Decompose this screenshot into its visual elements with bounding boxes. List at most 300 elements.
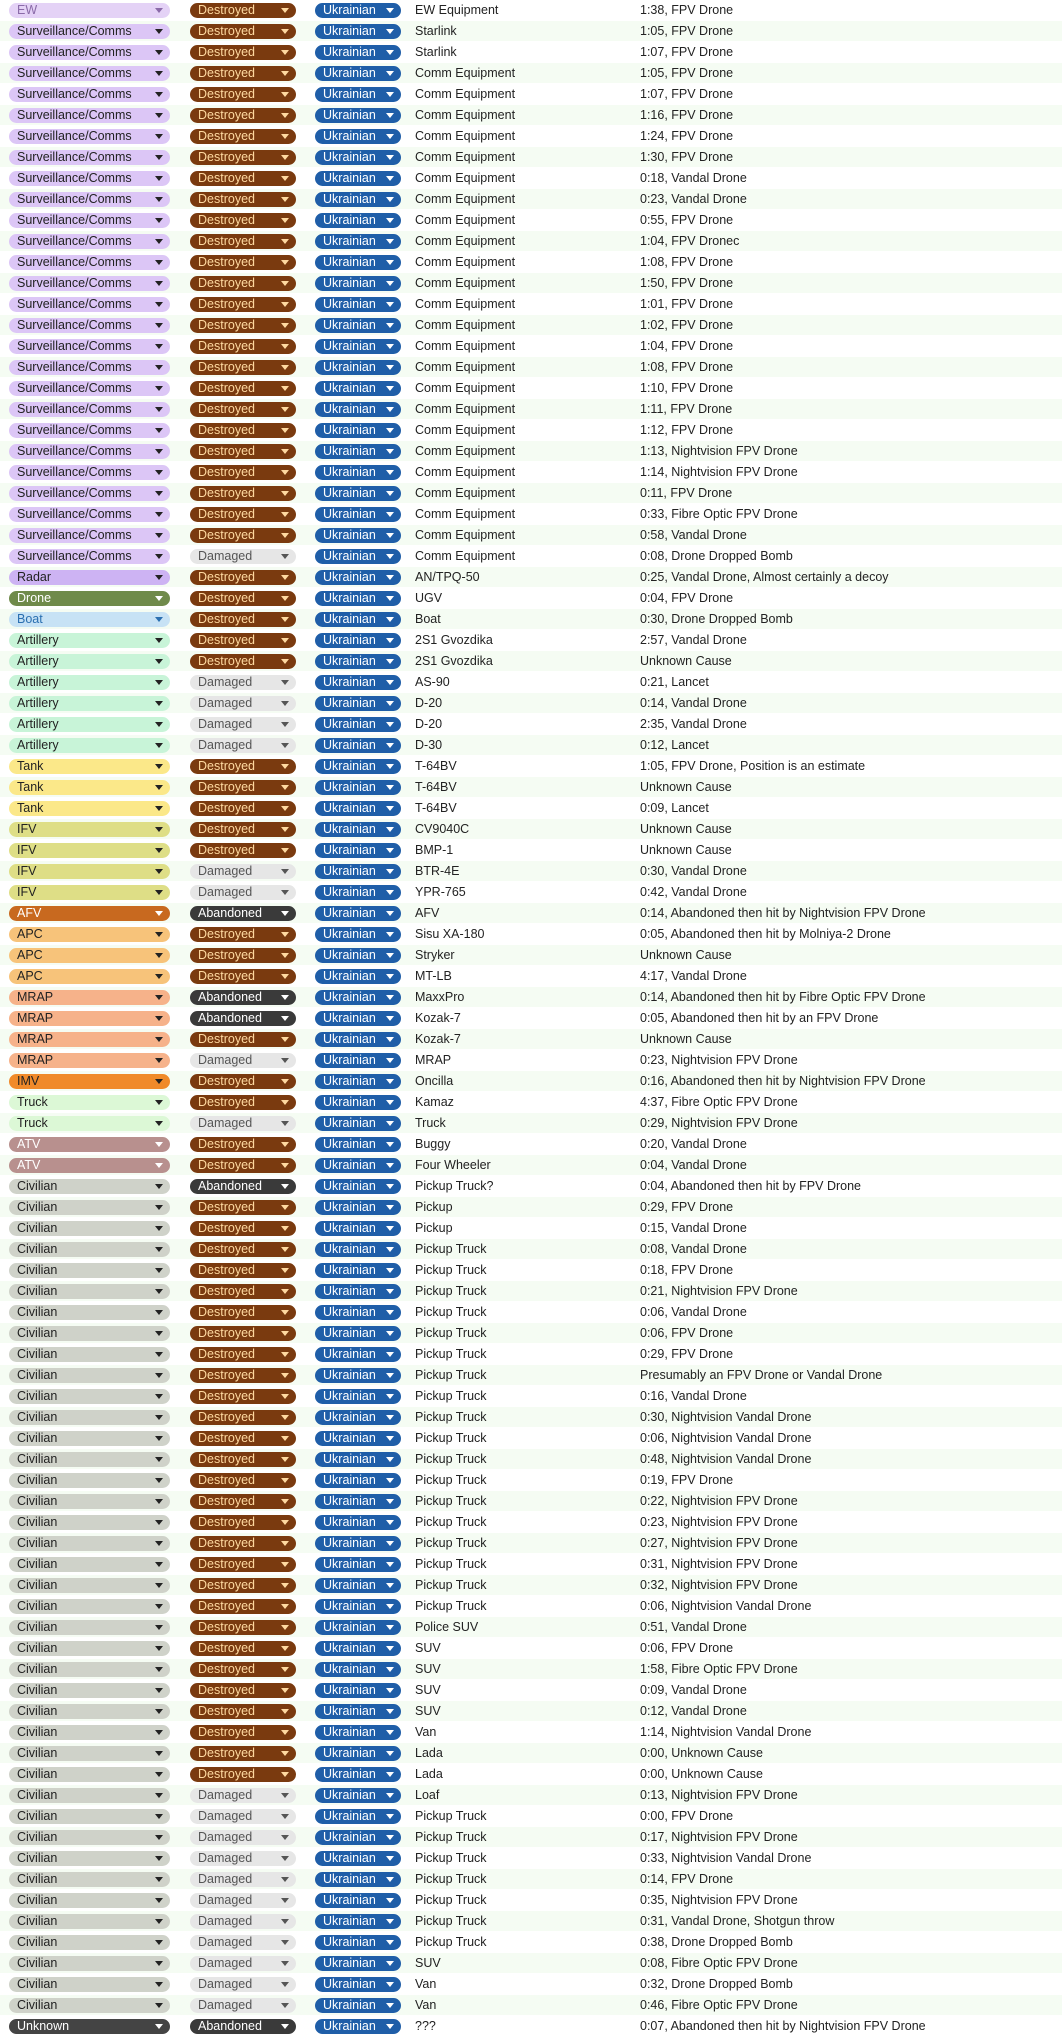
side-dropdown[interactable] xyxy=(315,1368,401,1383)
side-dropdown[interactable] xyxy=(315,549,401,564)
status-dropdown[interactable] xyxy=(190,507,296,522)
side-dropdown[interactable] xyxy=(315,24,401,39)
status-dropdown[interactable] xyxy=(190,423,296,438)
side-dropdown[interactable] xyxy=(315,1914,401,1929)
status-dropdown[interactable] xyxy=(190,591,296,606)
side-dropdown[interactable] xyxy=(315,990,401,1005)
type-dropdown[interactable] xyxy=(9,150,170,165)
type-dropdown[interactable] xyxy=(9,549,170,564)
status-dropdown[interactable] xyxy=(190,171,296,186)
chevron-down-icon xyxy=(281,1079,289,1084)
type-dropdown[interactable] xyxy=(9,1746,170,1761)
side-dropdown-label: Ukrainian xyxy=(323,1136,376,1151)
status-dropdown[interactable] xyxy=(190,129,296,144)
status-dropdown[interactable] xyxy=(190,612,296,627)
type-dropdown[interactable] xyxy=(9,1158,170,1173)
status-dropdown[interactable] xyxy=(190,1431,296,1446)
side-dropdown[interactable] xyxy=(315,1578,401,1593)
side-dropdown[interactable] xyxy=(315,2019,401,2034)
type-dropdown[interactable] xyxy=(9,1452,170,1467)
side-dropdown[interactable] xyxy=(315,1431,401,1446)
status-dropdown[interactable] xyxy=(190,318,296,333)
type-dropdown[interactable] xyxy=(9,1410,170,1425)
side-dropdown[interactable] xyxy=(315,1977,401,1992)
side-dropdown[interactable] xyxy=(315,1620,401,1635)
side-dropdown[interactable] xyxy=(315,1788,401,1803)
status-dropdown[interactable] xyxy=(190,1284,296,1299)
side-dropdown[interactable] xyxy=(315,1158,401,1173)
status-dropdown[interactable] xyxy=(190,738,296,753)
side-dropdown[interactable] xyxy=(315,129,401,144)
side-dropdown[interactable] xyxy=(315,507,401,522)
status-dropdown[interactable] xyxy=(190,633,296,648)
type-dropdown[interactable] xyxy=(9,276,170,291)
type-dropdown[interactable] xyxy=(9,1662,170,1677)
type-dropdown[interactable] xyxy=(9,948,170,963)
side-dropdown[interactable] xyxy=(315,1242,401,1257)
side-dropdown[interactable] xyxy=(315,402,401,417)
status-dropdown[interactable] xyxy=(190,1557,296,1572)
status-dropdown[interactable] xyxy=(190,654,296,669)
type-dropdown[interactable] xyxy=(9,1221,170,1236)
status-dropdown[interactable] xyxy=(190,549,296,564)
status-dropdown[interactable] xyxy=(190,45,296,60)
status-dropdown[interactable] xyxy=(190,1221,296,1236)
type-dropdown[interactable] xyxy=(9,1473,170,1488)
side-dropdown[interactable] xyxy=(315,1662,401,1677)
side-dropdown[interactable] xyxy=(315,1956,401,1971)
type-dropdown[interactable] xyxy=(9,969,170,984)
side-dropdown[interactable] xyxy=(315,759,401,774)
type-dropdown[interactable] xyxy=(9,1053,170,1068)
type-dropdown[interactable] xyxy=(9,2019,170,2034)
type-dropdown[interactable] xyxy=(9,927,170,942)
type-dropdown[interactable] xyxy=(9,570,170,585)
side-dropdown[interactable] xyxy=(315,1935,401,1950)
status-dropdown[interactable] xyxy=(190,255,296,270)
type-dropdown[interactable] xyxy=(9,1809,170,1824)
side-dropdown[interactable] xyxy=(315,1452,401,1467)
type-dropdown[interactable] xyxy=(9,108,170,123)
side-dropdown[interactable] xyxy=(315,1599,401,1614)
side-dropdown[interactable] xyxy=(315,108,401,123)
type-dropdown[interactable] xyxy=(9,633,170,648)
status-dropdown[interactable] xyxy=(190,150,296,165)
side-dropdown[interactable] xyxy=(315,465,401,480)
side-dropdown[interactable] xyxy=(315,822,401,837)
status-dropdown[interactable] xyxy=(190,360,296,375)
side-dropdown[interactable] xyxy=(315,843,401,858)
type-dropdown[interactable] xyxy=(9,171,170,186)
status-dropdown[interactable] xyxy=(190,1305,296,1320)
side-dropdown[interactable] xyxy=(315,885,401,900)
status-dropdown[interactable] xyxy=(190,1662,296,1677)
type-dropdown[interactable] xyxy=(9,1200,170,1215)
type-dropdown[interactable] xyxy=(9,1893,170,1908)
status-dropdown[interactable] xyxy=(190,1893,296,1908)
type-dropdown[interactable] xyxy=(9,3,170,18)
side-dropdown[interactable] xyxy=(315,1746,401,1761)
side-dropdown[interactable] xyxy=(315,1536,401,1551)
type-dropdown[interactable] xyxy=(9,1536,170,1551)
status-dropdown[interactable] xyxy=(190,1389,296,1404)
status-dropdown[interactable] xyxy=(190,444,296,459)
side-dropdown[interactable] xyxy=(315,612,401,627)
status-dropdown[interactable] xyxy=(190,1137,296,1152)
type-dropdown[interactable] xyxy=(9,1557,170,1572)
type-dropdown[interactable] xyxy=(9,1011,170,1026)
side-dropdown[interactable] xyxy=(315,1137,401,1152)
status-dropdown[interactable] xyxy=(190,843,296,858)
side-dropdown[interactable] xyxy=(315,276,401,291)
status-dropdown[interactable] xyxy=(190,402,296,417)
status-dropdown[interactable] xyxy=(190,864,296,879)
status-dropdown[interactable] xyxy=(190,1788,296,1803)
status-dropdown[interactable] xyxy=(190,1032,296,1047)
side-dropdown[interactable] xyxy=(315,1641,401,1656)
side-dropdown[interactable] xyxy=(315,1704,401,1719)
side-dropdown[interactable] xyxy=(315,318,401,333)
type-dropdown[interactable] xyxy=(9,1179,170,1194)
side-dropdown[interactable] xyxy=(315,423,401,438)
type-dropdown[interactable] xyxy=(9,612,170,627)
side-dropdown[interactable] xyxy=(315,1872,401,1887)
side-dropdown[interactable] xyxy=(315,1809,401,1824)
type-dropdown[interactable] xyxy=(9,696,170,711)
type-dropdown[interactable] xyxy=(9,297,170,312)
side-dropdown[interactable] xyxy=(315,45,401,60)
status-dropdown[interactable] xyxy=(190,213,296,228)
status-dropdown[interactable] xyxy=(190,1767,296,1782)
status-dropdown[interactable] xyxy=(190,822,296,837)
side-dropdown[interactable] xyxy=(315,381,401,396)
chevron-down-icon xyxy=(386,1751,394,1756)
status-dropdown[interactable] xyxy=(190,759,296,774)
side-dropdown[interactable] xyxy=(315,738,401,753)
side-dropdown[interactable] xyxy=(315,1179,401,1194)
status-dropdown[interactable] xyxy=(190,780,296,795)
status-dropdown[interactable] xyxy=(190,1704,296,1719)
type-dropdown[interactable] xyxy=(9,1389,170,1404)
type-dropdown[interactable] xyxy=(9,402,170,417)
status-dropdown[interactable] xyxy=(190,1074,296,1089)
type-dropdown[interactable] xyxy=(9,843,170,858)
type-dropdown[interactable] xyxy=(9,1494,170,1509)
status-dropdown[interactable] xyxy=(190,1179,296,1194)
side-dropdown[interactable] xyxy=(315,1767,401,1782)
status-dropdown[interactable] xyxy=(190,717,296,732)
side-dropdown[interactable] xyxy=(315,1053,401,1068)
table-row xyxy=(0,1260,1062,1281)
status-dropdown[interactable] xyxy=(190,906,296,921)
type-dropdown[interactable] xyxy=(9,1326,170,1341)
status-dropdown[interactable] xyxy=(190,2019,296,2034)
side-dropdown[interactable] xyxy=(315,927,401,942)
side-dropdown[interactable] xyxy=(315,654,401,669)
type-dropdown[interactable] xyxy=(9,213,170,228)
side-dropdown[interactable] xyxy=(315,360,401,375)
status-dropdown[interactable] xyxy=(190,1578,296,1593)
side-dropdown[interactable] xyxy=(315,633,401,648)
status-dropdown[interactable] xyxy=(190,1683,296,1698)
status-dropdown[interactable] xyxy=(190,1494,296,1509)
type-dropdown[interactable] xyxy=(9,906,170,921)
type-dropdown[interactable] xyxy=(9,1515,170,1530)
side-dropdown[interactable] xyxy=(315,591,401,606)
status-dropdown[interactable] xyxy=(190,1410,296,1425)
status-dropdown[interactable] xyxy=(190,1263,296,1278)
type-dropdown[interactable] xyxy=(9,591,170,606)
status-dropdown[interactable] xyxy=(190,696,296,711)
side-dropdown[interactable] xyxy=(315,528,401,543)
type-dropdown[interactable] xyxy=(9,360,170,375)
side-dropdown[interactable] xyxy=(315,1851,401,1866)
side-dropdown[interactable] xyxy=(315,1095,401,1110)
type-dropdown[interactable] xyxy=(9,1704,170,1719)
status-dropdown[interactable] xyxy=(190,570,296,585)
status-dropdown[interactable] xyxy=(190,1158,296,1173)
type-dropdown[interactable] xyxy=(9,1935,170,1950)
type-dropdown[interactable] xyxy=(9,1074,170,1089)
type-dropdown[interactable] xyxy=(9,87,170,102)
status-dropdown[interactable] xyxy=(190,1956,296,1971)
status-dropdown[interactable] xyxy=(190,66,296,81)
side-dropdown[interactable] xyxy=(315,1284,401,1299)
status-dropdown[interactable] xyxy=(190,948,296,963)
status-dropdown[interactable] xyxy=(190,1200,296,1215)
status-dropdown[interactable] xyxy=(190,528,296,543)
side-dropdown[interactable] xyxy=(315,780,401,795)
type-dropdown[interactable] xyxy=(9,1431,170,1446)
type-dropdown[interactable] xyxy=(9,1578,170,1593)
side-dropdown[interactable] xyxy=(315,1263,401,1278)
side-dropdown[interactable] xyxy=(315,444,401,459)
type-dropdown[interactable] xyxy=(9,24,170,39)
side-dropdown[interactable] xyxy=(315,486,401,501)
side-dropdown[interactable] xyxy=(315,696,401,711)
side-dropdown[interactable] xyxy=(315,675,401,690)
side-dropdown[interactable] xyxy=(315,255,401,270)
type-dropdown[interactable] xyxy=(9,801,170,816)
status-dropdown[interactable] xyxy=(190,1641,296,1656)
chevron-down-icon xyxy=(155,806,163,811)
status-dropdown[interactable] xyxy=(190,1095,296,1110)
type-dropdown[interactable] xyxy=(9,318,170,333)
type-dropdown[interactable] xyxy=(9,864,170,879)
type-dropdown[interactable] xyxy=(9,885,170,900)
side-dropdown[interactable] xyxy=(315,1032,401,1047)
status-dropdown[interactable] xyxy=(190,1452,296,1467)
status-dropdown[interactable] xyxy=(190,108,296,123)
side-dropdown[interactable] xyxy=(315,87,401,102)
type-dropdown[interactable] xyxy=(9,66,170,81)
status-dropdown[interactable] xyxy=(190,801,296,816)
status-dropdown[interactable] xyxy=(190,381,296,396)
side-dropdown[interactable] xyxy=(315,1557,401,1572)
status-dropdown-label: Damaged xyxy=(198,674,253,689)
status-dropdown[interactable] xyxy=(190,1536,296,1551)
side-dropdown[interactable] xyxy=(315,1725,401,1740)
side-dropdown[interactable] xyxy=(315,66,401,81)
type-dropdown[interactable] xyxy=(9,423,170,438)
type-dropdown[interactable] xyxy=(9,1851,170,1866)
side-dropdown[interactable] xyxy=(315,1830,401,1845)
side-dropdown[interactable] xyxy=(315,192,401,207)
type-dropdown[interactable] xyxy=(9,255,170,270)
status-dropdown[interactable] xyxy=(190,1851,296,1866)
type-dropdown[interactable] xyxy=(9,1998,170,2013)
type-dropdown[interactable] xyxy=(9,738,170,753)
type-dropdown[interactable] xyxy=(9,1095,170,1110)
status-dropdown[interactable] xyxy=(190,24,296,39)
status-dropdown[interactable] xyxy=(190,1830,296,1845)
status-dropdown[interactable] xyxy=(190,192,296,207)
side-dropdown[interactable] xyxy=(315,1200,401,1215)
side-dropdown[interactable] xyxy=(315,1389,401,1404)
type-dropdown[interactable] xyxy=(9,1032,170,1047)
type-dropdown[interactable] xyxy=(9,486,170,501)
side-dropdown[interactable] xyxy=(315,1221,401,1236)
side-dropdown[interactable] xyxy=(315,1347,401,1362)
side-dropdown[interactable] xyxy=(315,1893,401,1908)
type-dropdown[interactable] xyxy=(9,444,170,459)
chevron-down-icon xyxy=(155,239,163,244)
type-dropdown[interactable] xyxy=(9,1683,170,1698)
status-dropdown[interactable] xyxy=(190,1011,296,1026)
type-dropdown[interactable] xyxy=(9,381,170,396)
type-dropdown[interactable] xyxy=(9,1872,170,1887)
status-dropdown[interactable] xyxy=(190,1620,296,1635)
status-dropdown[interactable] xyxy=(190,1977,296,1992)
status-dropdown[interactable] xyxy=(190,1809,296,1824)
type-dropdown[interactable] xyxy=(9,234,170,249)
side-dropdown[interactable] xyxy=(315,1683,401,1698)
type-dropdown[interactable] xyxy=(9,1977,170,1992)
status-dropdown[interactable] xyxy=(190,1116,296,1131)
status-dropdown[interactable] xyxy=(190,1746,296,1761)
side-dropdown[interactable] xyxy=(315,1305,401,1320)
status-dropdown[interactable] xyxy=(190,465,296,480)
status-dropdown[interactable] xyxy=(190,1515,296,1530)
type-dropdown[interactable] xyxy=(9,1725,170,1740)
status-dropdown[interactable] xyxy=(190,1725,296,1740)
type-dropdown[interactable] xyxy=(9,990,170,1005)
type-dropdown[interactable] xyxy=(9,1830,170,1845)
type-dropdown[interactable] xyxy=(9,465,170,480)
status-dropdown[interactable] xyxy=(190,486,296,501)
note-cell: 1:58, Fibre Optic FPV Drone xyxy=(640,1662,798,1676)
side-dropdown[interactable] xyxy=(315,1515,401,1530)
status-dropdown[interactable] xyxy=(190,885,296,900)
side-dropdown[interactable] xyxy=(315,1116,401,1131)
side-dropdown[interactable] xyxy=(315,234,401,249)
side-dropdown[interactable] xyxy=(315,948,401,963)
status-dropdown[interactable] xyxy=(190,1935,296,1950)
type-dropdown[interactable] xyxy=(9,1305,170,1320)
type-dropdown[interactable] xyxy=(9,1368,170,1383)
type-dropdown[interactable] xyxy=(9,1767,170,1782)
type-dropdown[interactable] xyxy=(9,129,170,144)
type-dropdown[interactable] xyxy=(9,1620,170,1635)
status-dropdown[interactable] xyxy=(190,1473,296,1488)
type-dropdown[interactable] xyxy=(9,1263,170,1278)
type-dropdown[interactable] xyxy=(9,1956,170,1971)
type-dropdown[interactable] xyxy=(9,1347,170,1362)
side-dropdown[interactable] xyxy=(315,1011,401,1026)
side-dropdown[interactable] xyxy=(315,1998,401,2013)
type-dropdown[interactable] xyxy=(9,528,170,543)
side-dropdown[interactable] xyxy=(315,906,401,921)
chevron-down-icon xyxy=(386,1583,394,1588)
type-dropdown[interactable] xyxy=(9,339,170,354)
side-dropdown[interactable] xyxy=(315,1494,401,1509)
status-dropdown[interactable] xyxy=(190,1914,296,1929)
side-dropdown[interactable] xyxy=(315,717,401,732)
status-dropdown[interactable] xyxy=(190,1326,296,1341)
type-dropdown[interactable] xyxy=(9,507,170,522)
side-dropdown[interactable] xyxy=(315,3,401,18)
type-dropdown[interactable] xyxy=(9,1641,170,1656)
type-dropdown[interactable] xyxy=(9,759,170,774)
side-dropdown[interactable] xyxy=(315,1410,401,1425)
side-dropdown[interactable] xyxy=(315,1473,401,1488)
side-dropdown[interactable] xyxy=(315,969,401,984)
side-dropdown[interactable] xyxy=(315,864,401,879)
status-dropdown[interactable] xyxy=(190,927,296,942)
status-dropdown[interactable] xyxy=(190,1053,296,1068)
status-dropdown[interactable] xyxy=(190,339,296,354)
type-dropdown[interactable] xyxy=(9,717,170,732)
status-dropdown[interactable] xyxy=(190,1242,296,1257)
type-dropdown[interactable] xyxy=(9,675,170,690)
side-dropdown[interactable] xyxy=(315,801,401,816)
type-dropdown[interactable] xyxy=(9,1116,170,1131)
status-dropdown[interactable] xyxy=(190,1998,296,2013)
side-dropdown[interactable] xyxy=(315,297,401,312)
status-dropdown[interactable] xyxy=(190,276,296,291)
status-dropdown[interactable] xyxy=(190,1599,296,1614)
side-dropdown[interactable] xyxy=(315,213,401,228)
type-dropdown[interactable] xyxy=(9,1284,170,1299)
type-dropdown[interactable] xyxy=(9,654,170,669)
type-dropdown[interactable] xyxy=(9,1788,170,1803)
side-dropdown[interactable] xyxy=(315,1326,401,1341)
status-dropdown[interactable] xyxy=(190,87,296,102)
side-dropdown[interactable] xyxy=(315,1074,401,1089)
type-dropdown[interactable] xyxy=(9,1242,170,1257)
status-dropdown[interactable] xyxy=(190,675,296,690)
side-dropdown[interactable] xyxy=(315,570,401,585)
type-dropdown[interactable] xyxy=(9,780,170,795)
side-dropdown[interactable] xyxy=(315,150,401,165)
status-dropdown[interactable] xyxy=(190,297,296,312)
status-dropdown[interactable] xyxy=(190,1368,296,1383)
side-dropdown[interactable] xyxy=(315,171,401,186)
status-dropdown[interactable] xyxy=(190,1872,296,1887)
side-dropdown[interactable] xyxy=(315,339,401,354)
type-dropdown[interactable] xyxy=(9,822,170,837)
type-dropdown[interactable] xyxy=(9,1137,170,1152)
status-dropdown[interactable] xyxy=(190,969,296,984)
type-dropdown[interactable] xyxy=(9,45,170,60)
status-dropdown[interactable] xyxy=(190,234,296,249)
status-dropdown[interactable] xyxy=(190,990,296,1005)
status-dropdown[interactable] xyxy=(190,3,296,18)
status-dropdown[interactable] xyxy=(190,1347,296,1362)
type-dropdown[interactable] xyxy=(9,192,170,207)
type-dropdown[interactable] xyxy=(9,1914,170,1929)
type-dropdown[interactable] xyxy=(9,1599,170,1614)
